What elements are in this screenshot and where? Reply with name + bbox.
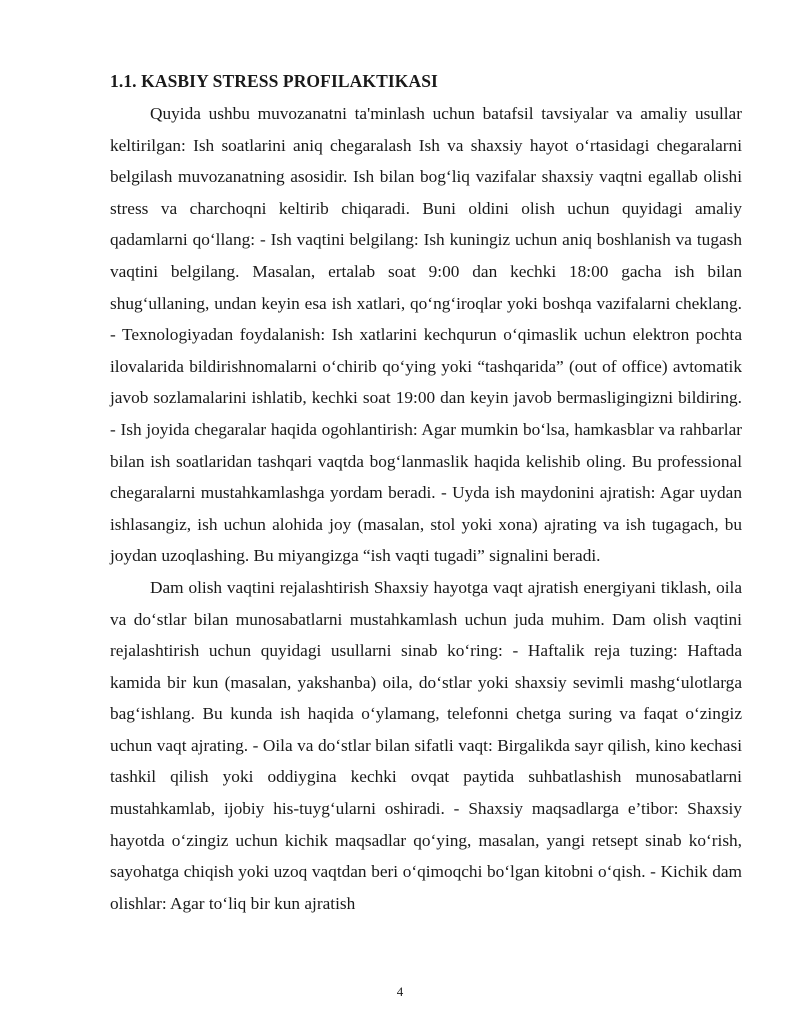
paragraph-work-boundaries: Quyida ushbu muvozanatni ta'minlash uchun batafsil tavsiyalar va amaliy usullar keltirilgan: Ish soatlarini aniq chegaralash Ish va shaxsiy hayot o‘rtasidagi chegaralarni belgilash muvozanatning asosidir. Ish bilan bog‘liq vazifalar shaxsiy vaqtni egallab olishi stress va charchoqni keltirib chiqaradi. Buni oldini olish uchun quyidagi amaliy qadamlarni qo‘llang: - Ish vaqtini belgilang: Ish kuningiz uchun aniq boshlanish va tugash vaqtini belgilang. Masalan, ertalab soat 9:00 dan kechki 18:00 gacha ish bilan shug‘ullaning, undan keyin esa ish xatlari, qo‘ng‘iroqlar yoki boshqa vazifalarni cheklang. - Texnologiyadan foydalanish: Ish xatlarini kechqurun o‘qimaslik uchun elektron pochta ilovalarida bildirishnomalarni o‘chirib qo‘ying yoki “tashqarida” (out of office) avtomatik javob sozlamalarini ishlatib, kechki soat 19:00 dan keyin javob bermasligingizni bildiring. - Ish joyida chegaralar haqida ogohlantirish: Agar mumkin bo‘lsa, hamkasblar va rahbarlar bilan ish soatlaridan tashqari vaqtda bog‘lanmaslik haqida kelishib oling. Bu professional chegaralarni mustahkamlashga yordam beradi. - Uyda ish maydonini ajratish: Agar uydan ishlasangiz, ish uchun alohida joy (masalan, stol yoki xona) ajrating va ish tugagach, bu joydan uzoqlashing. Bu miyangizga “ish vaqti tugadi” signalini beradi.	[110, 104, 742, 566]
document-page	[110, 66, 742, 919]
page-number: 4	[396, 984, 404, 999]
section-heading: 1.1. KASBIY STRESS PROFILAKTIKASI	[110, 71, 438, 91]
paragraph-rest-planning: Dam olish vaqtini rejalashtirish Shaxsiy hayotga vaqt ajratish energiyani tiklash, oila va do‘stlar bilan munosabatlarni mustahkamlash uchun juda muhim. Dam olish vaqtini rejalashtirish uchun quyidagi usullarni sinab ko‘ring: - Haftalik reja tuzing: Haftada kamida bir kun (masalan, yakshanba) oila, do‘stlar yoki shaxsiy sevimli mashg‘ulotlarga bag‘ishlang. Bu kunda ish haqida o‘ylamang, telefonni chetga suring va faqat o‘zingiz uchun vaqt ajrating. - Oila va do‘stlar bilan sifatli vaqt: Birgalikda sayr qilish, kino kechasi tashkil qilish yoki oddiygina kechki ovqat paytida suhbatlashish munosabatlarni mustahkamlab, ijobiy his-tuyg‘ularni oshiradi. - Shaxsiy maqsadlarga e’tibor: Shaxsiy hayotda o‘zingiz uchun kichik maqsadlar qo‘ying, masalan, yangi retsept sinab ko‘rish, sayohatga chiqish yoki uzoq vaqtdan beri o‘qimoqchi bo‘lgan kitobni o‘qish. - Kichik dam olishlar: Agar to‘liq bir kun ajratish	[110, 577, 742, 913]
